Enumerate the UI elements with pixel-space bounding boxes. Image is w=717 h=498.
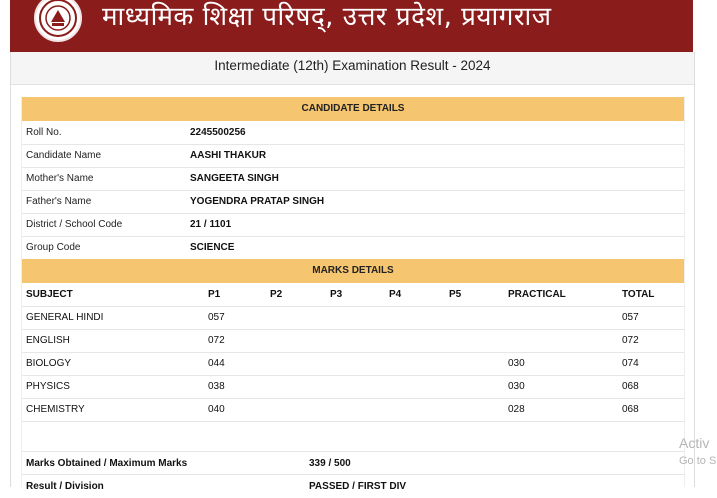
- board-logo-icon: [34, 0, 82, 42]
- header-banner: [10, 0, 693, 52]
- candidate-details-header: CANDIDATE DETAILS: [22, 97, 684, 121]
- result-division-row: [22, 474, 684, 498]
- banner-title: माध्यमिक शिक्षा परिषद्, उत्तर प्रदेश, प्रयागराज: [102, 2, 552, 32]
- candidate-row-district-school: [22, 213, 684, 237]
- field-value: SANGEETA SINGH: [190, 173, 279, 184]
- field-value: YOGENDRA PRATAP SINGH: [190, 196, 325, 207]
- field-value: 2245500256: [190, 127, 246, 138]
- table-row: [22, 352, 684, 376]
- column-header-p2: P2: [270, 289, 283, 300]
- result-division-value: PASSED / FIRST DIV: [309, 481, 407, 492]
- page-title: Intermediate (12th) Examination Result - 2024: [11, 52, 694, 85]
- p1-cell: 072: [208, 335, 225, 346]
- subject-cell: CHEMISTRY: [26, 404, 85, 415]
- p1-cell: 057: [208, 312, 225, 323]
- subject-cell: GENERAL HINDI: [26, 312, 104, 323]
- total-cell: 074: [622, 358, 639, 369]
- candidate-row-father-name: [22, 190, 684, 214]
- marks-obtained-row: [22, 451, 684, 475]
- field-label: Group Code: [26, 242, 81, 253]
- candidate-row-roll-no: [22, 121, 684, 145]
- p1-cell: 044: [208, 358, 225, 369]
- field-label: District / School Code: [26, 219, 123, 230]
- result-card: [21, 96, 685, 492]
- column-header-subject: SUBJECT: [26, 289, 73, 300]
- field-value: AASHI THAKUR: [190, 150, 267, 161]
- total-cell: 072: [622, 335, 639, 346]
- subject-cell: ENGLISH: [26, 335, 70, 346]
- field-label: Father's Name: [26, 196, 92, 207]
- field-value: SCIENCE: [190, 242, 235, 253]
- column-header-p5: P5: [449, 289, 462, 300]
- column-header-practical: PRACTICAL: [508, 289, 566, 300]
- column-header-p1: P1: [208, 289, 221, 300]
- result-division-label: Result / Division: [26, 481, 104, 492]
- result-panel: [10, 52, 695, 492]
- marks-obtained-value: 339 / 500: [309, 458, 351, 469]
- marks-obtained-label: Marks Obtained / Maximum Marks: [26, 458, 188, 469]
- total-cell: 057: [622, 312, 639, 323]
- field-value: 21 / 1101: [190, 219, 232, 230]
- column-header-p3: P3: [330, 289, 343, 300]
- marks-column-headers: [22, 283, 684, 307]
- practical-cell: 028: [508, 404, 525, 415]
- candidate-row-mother-name: [22, 167, 684, 191]
- field-label: Roll No.: [26, 127, 62, 138]
- subject-cell: PHYSICS: [26, 381, 70, 392]
- marks-details-header: MARKS DETAILS: [22, 259, 684, 283]
- candidate-row-name: [22, 144, 684, 168]
- candidate-row-group-code: [22, 236, 684, 260]
- total-cell: 068: [622, 404, 639, 415]
- table-row: [22, 398, 684, 422]
- column-header-total: TOTAL: [622, 289, 655, 300]
- watermark-line1: Activ: [679, 435, 710, 451]
- table-row: [22, 329, 684, 353]
- watermark-line2: Go to S: [679, 455, 717, 467]
- total-cell: 068: [622, 381, 639, 392]
- subject-cell: BIOLOGY: [26, 358, 72, 369]
- table-row: [22, 375, 684, 399]
- practical-cell: 030: [508, 358, 525, 369]
- field-label: Mother's Name: [26, 173, 94, 184]
- practical-cell: 030: [508, 381, 525, 392]
- table-row: [22, 306, 684, 330]
- field-label: Candidate Name: [26, 150, 102, 161]
- activation-watermark: [679, 434, 716, 470]
- p1-cell: 040: [208, 404, 225, 415]
- p1-cell: 038: [208, 381, 225, 392]
- column-header-p4: P4: [389, 289, 402, 300]
